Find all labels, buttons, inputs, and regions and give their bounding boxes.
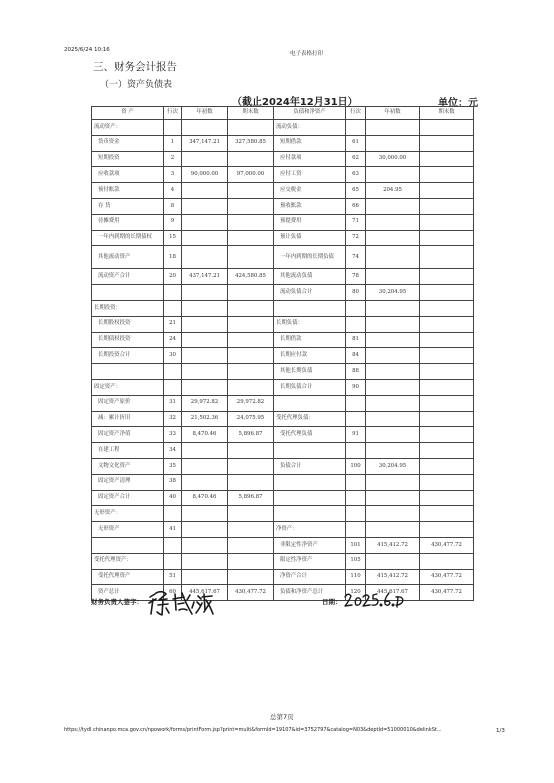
- table-cell: 29,972.82: [182, 395, 228, 411]
- table-cell: 15: [164, 230, 182, 246]
- table-cell: 短期借款: [274, 135, 346, 151]
- table-cell: [274, 395, 346, 411]
- table-cell: 固定资产原价: [92, 395, 164, 411]
- table-cell: 437,147.21: [182, 269, 228, 285]
- table-cell: [182, 198, 228, 214]
- column-header: 资 产: [92, 107, 164, 120]
- table-cell: [182, 120, 228, 136]
- column-header: 期末数: [420, 107, 474, 120]
- table-cell: [164, 364, 182, 380]
- table-cell: 327,580.85: [228, 135, 274, 151]
- table-cell: [274, 490, 346, 506]
- handwritten-date: [343, 589, 405, 615]
- report-period: （截止2024年12月31日）: [232, 97, 358, 108]
- table-cell: [228, 443, 274, 459]
- table-cell: [420, 214, 474, 230]
- table-cell: 净资产：: [274, 522, 346, 538]
- table-cell: 445,617.67: [366, 585, 420, 601]
- table-cell: 30,000.00: [366, 151, 420, 167]
- table-cell: 105: [346, 553, 366, 569]
- table-cell: [182, 246, 228, 269]
- table-cell: 限定性净资产: [274, 553, 346, 569]
- table-cell: 无形资产: [92, 522, 164, 538]
- table-cell: 204.95: [366, 183, 420, 199]
- table-cell: 8,470.46: [182, 427, 228, 443]
- table-cell: 短期投资: [92, 151, 164, 167]
- table-cell: 长期借款: [274, 332, 346, 348]
- table-cell: 减：累计折旧: [92, 411, 164, 427]
- table-cell: [228, 332, 274, 348]
- table-cell: 347,147.21: [182, 135, 228, 151]
- table-cell: [182, 316, 228, 332]
- section-title: 三、财务会计报告: [93, 61, 177, 73]
- table-header-row: [92, 107, 474, 120]
- table-cell: [182, 474, 228, 490]
- table-cell: 长期股权投资: [92, 316, 164, 332]
- table-cell: [420, 506, 474, 522]
- table-cell: 待摊费用: [92, 214, 164, 230]
- table-cell: [420, 522, 474, 538]
- table-cell: 84: [346, 348, 366, 364]
- table-cell: [182, 300, 228, 316]
- table-row: [92, 348, 474, 364]
- table-cell: 29,972.82: [228, 395, 274, 411]
- table-cell: [182, 569, 228, 585]
- table-row: [92, 285, 474, 301]
- table-cell: 长期债权投资: [92, 332, 164, 348]
- table-cell: [346, 522, 366, 538]
- print-datetime: 2025/6/24 10:16: [64, 47, 110, 53]
- table-cell: 一年内到期的长期负债: [274, 246, 346, 269]
- table-cell: [182, 443, 228, 459]
- table-cell: [366, 379, 420, 395]
- table-cell: 33: [164, 427, 182, 443]
- currency-unit: 单位：元: [438, 98, 478, 109]
- table-cell: [420, 474, 474, 490]
- table-cell: [164, 120, 182, 136]
- table-cell: 430,477.72: [420, 569, 474, 585]
- table-cell: [228, 285, 274, 301]
- table-cell: 60: [164, 585, 182, 601]
- table-row: [92, 120, 474, 136]
- column-header: 年初数: [182, 107, 228, 120]
- table-cell: [420, 443, 474, 459]
- table-cell: [420, 458, 474, 474]
- table-cell: [228, 569, 274, 585]
- balance-sheet-table: [91, 106, 474, 601]
- table-cell: 5,896.87: [228, 427, 274, 443]
- table-cell: [182, 332, 228, 348]
- table-cell: 受托代理资产: [92, 569, 164, 585]
- table-row: [92, 364, 474, 380]
- table-cell: 110: [346, 569, 366, 585]
- table-cell: 应交税金: [274, 183, 346, 199]
- table-cell: [346, 443, 366, 459]
- table-cell: 24: [164, 332, 182, 348]
- table-cell: [366, 364, 420, 380]
- table-cell: [420, 364, 474, 380]
- table-cell: [346, 506, 366, 522]
- table-cell: [182, 506, 228, 522]
- table-row: [92, 198, 474, 214]
- table-cell: 8,470.46: [182, 490, 228, 506]
- table-row: [92, 230, 474, 246]
- table-cell: 38: [164, 474, 182, 490]
- table-cell: [420, 183, 474, 199]
- table-cell: [420, 120, 474, 136]
- table-cell: 流动资产合计: [92, 269, 164, 285]
- table-cell: [182, 348, 228, 364]
- page-total: 总第7页: [270, 713, 294, 721]
- table-row: [92, 522, 474, 538]
- table-cell: [346, 300, 366, 316]
- table-cell: [346, 474, 366, 490]
- table-cell: 101: [346, 537, 366, 553]
- table-cell: [228, 537, 274, 553]
- table-cell: 21,502.36: [182, 411, 228, 427]
- table-cell: [420, 198, 474, 214]
- table-cell: [92, 285, 164, 301]
- table-row: [92, 490, 474, 506]
- table-cell: 应收款项: [92, 167, 164, 183]
- table-row: [92, 269, 474, 285]
- table-cell: 2: [164, 151, 182, 167]
- table-cell: [228, 316, 274, 332]
- table-cell: [366, 230, 420, 246]
- table-cell: 40: [164, 490, 182, 506]
- table-row: [92, 379, 474, 395]
- table-cell: [366, 411, 420, 427]
- table-row: [92, 214, 474, 230]
- table-cell: 430,477.72: [420, 537, 474, 553]
- table-cell: [228, 198, 274, 214]
- table-cell: [420, 151, 474, 167]
- table-cell: [164, 300, 182, 316]
- table-cell: 在建工程: [92, 443, 164, 459]
- table-cell: 其他流动负债: [274, 269, 346, 285]
- table-cell: 34: [164, 443, 182, 459]
- table-cell: [228, 458, 274, 474]
- table-cell: [274, 474, 346, 490]
- table-cell: [420, 395, 474, 411]
- table-cell: [228, 214, 274, 230]
- table-cell: [228, 553, 274, 569]
- table-cell: 预计负债: [274, 230, 346, 246]
- table-cell: [346, 395, 366, 411]
- table-cell: [366, 522, 420, 538]
- table-cell: 97,000.00: [228, 167, 274, 183]
- table-cell: 66: [346, 198, 366, 214]
- table-cell: 18: [164, 246, 182, 269]
- table-cell: 74: [346, 246, 366, 269]
- table-cell: 71: [346, 214, 366, 230]
- table-cell: [366, 300, 420, 316]
- column-header: 期末数: [228, 107, 274, 120]
- table-cell: 62: [346, 151, 366, 167]
- table-cell: [228, 348, 274, 364]
- table-cell: 91: [346, 427, 366, 443]
- table-cell: 430,477.72: [420, 585, 474, 601]
- table-cell: 文物文化资产: [92, 458, 164, 474]
- table-cell: 资产总计: [92, 585, 164, 601]
- table-cell: [366, 214, 420, 230]
- table-cell: [420, 135, 474, 151]
- table-cell: 8: [164, 198, 182, 214]
- table-cell: [164, 553, 182, 569]
- table-cell: 固定资产：: [92, 379, 164, 395]
- table-cell: [346, 490, 366, 506]
- table-row: [92, 506, 474, 522]
- table-cell: [164, 379, 182, 395]
- table-cell: 净资产合计: [274, 569, 346, 585]
- table-cell: 流动资产：: [92, 120, 164, 136]
- date-label: 日期：: [322, 598, 342, 606]
- table-row: [92, 167, 474, 183]
- table-cell: 长期负债合计: [274, 379, 346, 395]
- finance-head-signature-label: 财务负责人签字：: [91, 598, 143, 606]
- table-cell: 21: [164, 316, 182, 332]
- table-cell: [182, 364, 228, 380]
- table-cell: 430,477.72: [228, 585, 274, 601]
- table-cell: [366, 348, 420, 364]
- table-row: [92, 246, 474, 269]
- table-cell: 30,204.95: [366, 458, 420, 474]
- table-cell: 9: [164, 214, 182, 230]
- table-cell: [182, 553, 228, 569]
- table-cell: 30: [164, 348, 182, 364]
- table-cell: [366, 395, 420, 411]
- column-header: 负债和净资产: [274, 107, 346, 120]
- table-cell: [366, 316, 420, 332]
- column-header: 行次: [164, 107, 182, 120]
- table-cell: 90,000.00: [182, 167, 228, 183]
- table-cell: [274, 506, 346, 522]
- table-cell: [420, 553, 474, 569]
- table-cell: [366, 198, 420, 214]
- table-cell: 长期负债：: [274, 316, 346, 332]
- table-row: [92, 395, 474, 411]
- table-row: [92, 151, 474, 167]
- table-cell: 5,896.87: [228, 490, 274, 506]
- table-cell: 应付工资: [274, 167, 346, 183]
- table-cell: [92, 537, 164, 553]
- table-cell: 415,412.72: [366, 537, 420, 553]
- table-cell: [228, 300, 274, 316]
- table-cell: 72: [346, 230, 366, 246]
- table-cell: 32: [164, 411, 182, 427]
- footer-url: https://tydl.chinanpo.mca.gov.cn/npowork/forms/printForm.jsp?print=multi&formId=19107&id=3752797&catalog=N03&deptId=51000010&delinkSt...: [64, 727, 442, 733]
- table-cell: 其他长期负债: [274, 364, 346, 380]
- table-cell: [182, 214, 228, 230]
- table-cell: [228, 506, 274, 522]
- table-cell: [366, 427, 420, 443]
- print-title: 电子表格打印: [290, 51, 324, 57]
- table-cell: 3: [164, 167, 182, 183]
- table-cell: 货币资金: [92, 135, 164, 151]
- table-cell: 424,580.85: [228, 269, 274, 285]
- table-cell: [274, 443, 346, 459]
- table-cell: 88: [346, 364, 366, 380]
- table-row: [92, 135, 474, 151]
- table-cell: [228, 151, 274, 167]
- table-cell: [366, 135, 420, 151]
- table-cell: 30,204.95: [366, 285, 420, 301]
- table-cell: [420, 269, 474, 285]
- table-cell: [420, 300, 474, 316]
- table-cell: 61: [346, 135, 366, 151]
- table-cell: [420, 332, 474, 348]
- table-row: [92, 443, 474, 459]
- table-row: [92, 183, 474, 199]
- table-cell: 固定资产净值: [92, 427, 164, 443]
- table-cell: 415,412.72: [366, 569, 420, 585]
- table-cell: 100: [346, 458, 366, 474]
- table-cell: [182, 183, 228, 199]
- table-cell: [366, 269, 420, 285]
- table-row: [92, 553, 474, 569]
- table-cell: [420, 379, 474, 395]
- table-cell: 固定资产清理: [92, 474, 164, 490]
- table-row: [92, 427, 474, 443]
- table-cell: 80: [346, 285, 366, 301]
- table-cell: 负债和净资产总计: [274, 585, 346, 601]
- table-cell: [228, 246, 274, 269]
- table-cell: 负债合计: [274, 458, 346, 474]
- column-header: 行次: [346, 107, 366, 120]
- table-row: [92, 569, 474, 585]
- table-cell: 受托代理负债: [274, 427, 346, 443]
- table-row: [92, 537, 474, 553]
- table-cell: [274, 300, 346, 316]
- table-cell: [164, 537, 182, 553]
- table-cell: 35: [164, 458, 182, 474]
- table-row: [92, 474, 474, 490]
- table-cell: 445,617.67: [182, 585, 228, 601]
- table-cell: [366, 332, 420, 348]
- table-cell: 81: [346, 332, 366, 348]
- table-cell: [366, 246, 420, 269]
- table-cell: 受托代理资产：: [92, 553, 164, 569]
- table-cell: 24,075.95: [228, 411, 274, 427]
- table-cell: [164, 285, 182, 301]
- table-row: [92, 316, 474, 332]
- column-header: 年初数: [366, 107, 420, 120]
- table-cell: 4: [164, 183, 182, 199]
- table-cell: [182, 285, 228, 301]
- table-cell: 1: [164, 135, 182, 151]
- table-cell: 20: [164, 269, 182, 285]
- table-cell: [228, 522, 274, 538]
- table-cell: 存 货: [92, 198, 164, 214]
- table-cell: 长期投资：: [92, 300, 164, 316]
- table-row: [92, 458, 474, 474]
- table-cell: [366, 553, 420, 569]
- table-cell: [420, 285, 474, 301]
- table-cell: [182, 151, 228, 167]
- table-cell: [420, 246, 474, 269]
- table-cell: 长期应付款: [274, 348, 346, 364]
- table-cell: [346, 411, 366, 427]
- table-cell: [366, 443, 420, 459]
- table-cell: [92, 364, 164, 380]
- table-cell: [366, 167, 420, 183]
- table-cell: 应付款项: [274, 151, 346, 167]
- table-cell: [182, 522, 228, 538]
- table-cell: [420, 411, 474, 427]
- table-cell: [420, 348, 474, 364]
- table-cell: [346, 316, 366, 332]
- table-cell: [228, 364, 274, 380]
- table-cell: 预提费用: [274, 214, 346, 230]
- table-cell: 长期投资合计: [92, 348, 164, 364]
- table-cell: [366, 490, 420, 506]
- table-cell: [228, 120, 274, 136]
- table-cell: [366, 474, 420, 490]
- table-cell: 41: [164, 522, 182, 538]
- table-row: [92, 332, 474, 348]
- table-cell: 非限定性净资产: [274, 537, 346, 553]
- table-cell: 90: [346, 379, 366, 395]
- table-cell: [346, 120, 366, 136]
- table-cell: 63: [346, 167, 366, 183]
- table-cell: [420, 427, 474, 443]
- table-cell: [366, 506, 420, 522]
- table-cell: 51: [164, 569, 182, 585]
- table-cell: 预收账款: [274, 198, 346, 214]
- table-cell: 固定资产合计: [92, 490, 164, 506]
- table-cell: [228, 183, 274, 199]
- subsection-title: （一）资产负债表: [100, 80, 173, 90]
- table-cell: [420, 167, 474, 183]
- table-cell: [182, 537, 228, 553]
- table-cell: [182, 230, 228, 246]
- table-cell: [420, 490, 474, 506]
- table-cell: [228, 474, 274, 490]
- table-cell: [228, 379, 274, 395]
- table-cell: 其他流动资产: [92, 246, 164, 269]
- table-cell: 一年内到期的长期债权: [92, 230, 164, 246]
- table-cell: 流动负债合计: [274, 285, 346, 301]
- table-cell: 无形资产：: [92, 506, 164, 522]
- table-cell: 78: [346, 269, 366, 285]
- handwritten-signature: [146, 588, 216, 622]
- table-cell: 65: [346, 183, 366, 199]
- table-cell: [420, 316, 474, 332]
- table-cell: [366, 120, 420, 136]
- table-cell: 受托代理负债：: [274, 411, 346, 427]
- table-cell: [164, 506, 182, 522]
- page-number: 1/3: [496, 728, 505, 734]
- table-cell: [182, 379, 228, 395]
- table-row: [92, 411, 474, 427]
- table-cell: [228, 230, 274, 246]
- table-cell: [182, 458, 228, 474]
- table-cell: 预付账款: [92, 183, 164, 199]
- table-cell: 31: [164, 395, 182, 411]
- table-cell: 120: [346, 585, 366, 601]
- table-cell: 流动负债：: [274, 120, 346, 136]
- table-row: [92, 300, 474, 316]
- table-cell: [420, 230, 474, 246]
